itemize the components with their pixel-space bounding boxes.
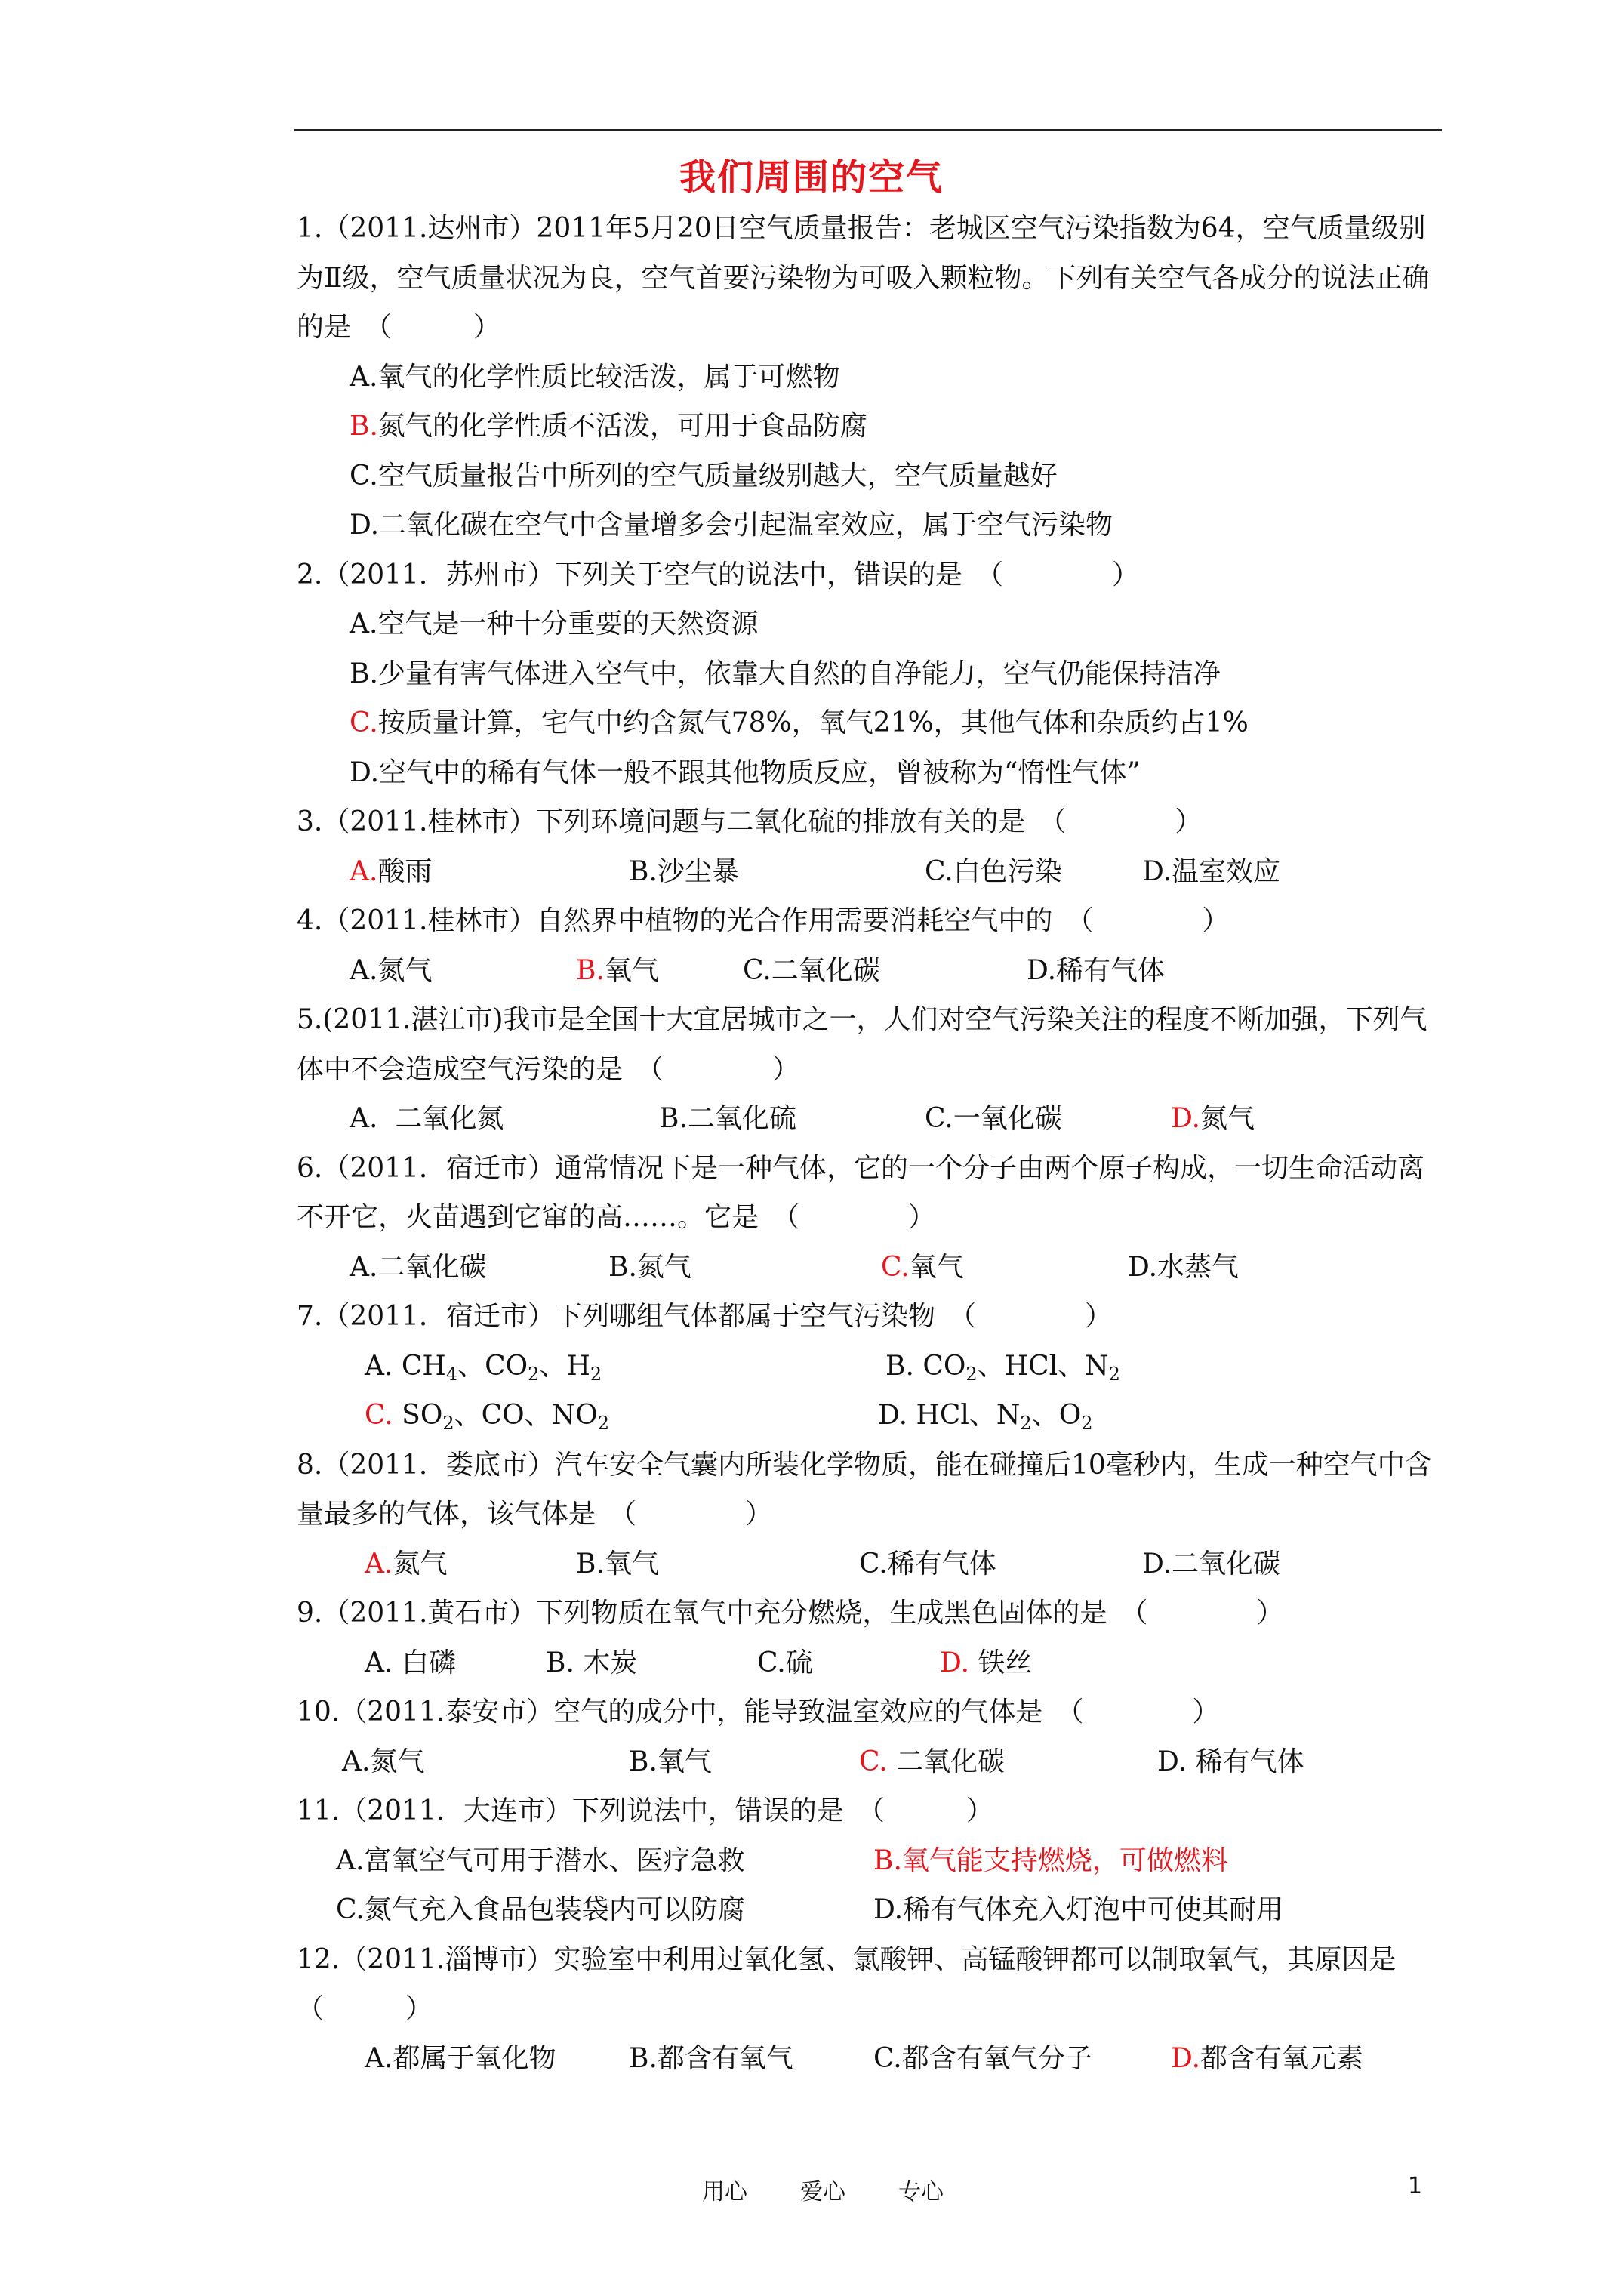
question-7-stem: 7.（2011．宿迁市）下列哪组气体都属于空气污染物 （ ） bbox=[297, 1301, 1112, 1332]
question-7-option-b: B. $CO_2$、HCl、$N_2$ bbox=[885, 1350, 1120, 1385]
correct-answer-mark: A. bbox=[365, 1548, 393, 1579]
footer-motto-1: 用心 bbox=[702, 2179, 747, 2205]
question-5-stem: 5.(2011.湛江市)我市是全国十大宜居城市之一，人们对空气污染关注的程度不断加强，下列气体中不会造成空气污染的是 （ ） bbox=[297, 1004, 1427, 1085]
page-number: 1 bbox=[1408, 2173, 1423, 2199]
correct-answer-mark: D. bbox=[1171, 1103, 1201, 1134]
question-1-option-c: C.空气质量报告中所列的空气质量级别越大，空气质量越好 bbox=[350, 460, 1058, 492]
question-8-options: A.氮气 B.氧气 C.稀有气体 D.二氧化碳 bbox=[365, 1548, 1281, 1579]
question-2-option-d: D.空气中的稀有气体一般不跟其他物质反应，曾被称为“惰性气体” bbox=[350, 757, 1141, 788]
question-5-options: A. 二氧化氮 B.二氧化硫 C.一氧化碳 D.氮气 bbox=[350, 1103, 1255, 1134]
question-1-option-b: B.氮气的化学性质不活泼，可用于食品防腐 bbox=[350, 411, 867, 442]
question-4-stem: 4.（2011.桂林市）自然界中植物的光合作用需要消耗空气中的 （ ） bbox=[297, 905, 1230, 936]
question-10-stem: 10.（2011.泰安市）空气的成分中，能导致温室效应的气体是 （ ） bbox=[297, 1697, 1220, 1727]
question-7-option-a: A. $CH_4$、$CO_2$、$H_2$ bbox=[365, 1350, 602, 1385]
question-2-option-b: B.少量有害气体进入空气中，依靠大自然的自净能力，空气仍能保持洁净 bbox=[350, 658, 1221, 689]
question-2-option-c: C.按质量计算，宅气中约含氮气78%，氧气21%，其他气体和杂质约占1% bbox=[350, 707, 1249, 738]
question-6-stem: 6.（2011．宿迁市）通常情况下是一种气体，它的一个分子由两个原子构成，一切生命活动离不开它，火苗遇到它窜的高……。它是 （ ） bbox=[297, 1152, 1424, 1233]
question-1-option-a: A.氧气的化学性质比较活泼，属于可燃物 bbox=[350, 361, 840, 393]
question-2-option-a: A.空气是一种十分重要的天然资源 bbox=[350, 609, 759, 639]
question-7-option-c: C. $SO_2$、CO、$NO_2$ bbox=[365, 1400, 609, 1434]
question-1-option-d: D.二氧化碳在空气中含量增多会引起温室效应，属于空气污染物 bbox=[350, 510, 1113, 541]
correct-answer-mark: B.氧气能支持燃烧，可做燃料 bbox=[873, 1845, 1228, 1876]
correct-answer-mark: C. bbox=[350, 707, 378, 738]
correct-answer-mark: B. bbox=[350, 411, 378, 442]
page-title: 我们周围的空气 bbox=[679, 156, 944, 199]
question-12-stem: 12.（2011.淄博市）实验室中利用过氧化氢、氯酸钾、高锰酸钾都可以制取氧气，其原因是 （ ） bbox=[297, 1943, 1424, 2024]
correct-answer-mark: C. bbox=[881, 1251, 910, 1283]
question-6-options: A.二氧化碳 B.氮气 C.氧气 D.水蒸气 bbox=[350, 1251, 1240, 1283]
question-7-options-row-1 bbox=[297, 1342, 1448, 1391]
correct-answer-mark: D. bbox=[940, 1647, 970, 1678]
question-9-options: A. 白磷 B. 木炭 C.硫 D. 铁丝 bbox=[365, 1647, 1033, 1678]
header-rule bbox=[294, 129, 1442, 131]
question-1-stem: 1.（2011.达州市）2011年5月20日空气质量报告：老城区空气污染指数为64，空气质量级别为Ⅱ级，空气质量状况为良，空气首要污染物为可吸入颗粒物。下列有关空气各成分的说法正确的是 （ ） bbox=[297, 213, 1430, 343]
question-list bbox=[297, 204, 1448, 2083]
question-9-stem: 9.（2011.黄石市）下列物质在氧气中充分燃烧，生成黑色固体的是 （ ） bbox=[297, 1598, 1284, 1629]
correct-answer-mark: B. bbox=[576, 954, 605, 986]
correct-answer-mark: D. bbox=[1171, 2042, 1201, 2074]
correct-answer-mark: C. bbox=[859, 1746, 888, 1777]
question-10-options: A.氮气 B.氧气 C. 二氧化碳 D. 稀有气体 bbox=[342, 1746, 1304, 1777]
question-4-options: A.氮气 B.氧气 C.二氧化碳 D.稀有气体 bbox=[350, 954, 1166, 986]
correct-answer-mark: A. bbox=[350, 855, 378, 887]
question-7-options-row-2 bbox=[297, 1391, 1448, 1441]
correct-answer-mark: C. bbox=[365, 1400, 393, 1431]
question-11-options-row-1: A.富氧空气可用于潜水、医疗急救 B.氧气能支持燃烧，可做燃料 bbox=[297, 1836, 1448, 1886]
question-12-options: A.都属于氧化物 B.都含有氧气 C.都含有氧气分子 D.都含有氧元素 bbox=[365, 2042, 1364, 2074]
question-3-options: A.酸雨 B.沙尘暴 C.白色污染 D.温室效应 bbox=[350, 855, 1281, 887]
question-7-option-d: D. HCl、$N_2$、$O_2$ bbox=[878, 1400, 1093, 1434]
question-3-stem: 3.（2011.桂林市）下列环境问题与二氧化硫的排放有关的是 （ ） bbox=[297, 806, 1203, 837]
question-11-options-row-2: C.氮气充入食品包装袋内可以防腐 D.稀有气体充入灯泡中可使其耐用 bbox=[336, 1894, 1284, 1925]
footer-motto-3: 专心 bbox=[898, 2179, 944, 2205]
question-2-stem: 2.（2011．苏州市）下列关于空气的说法中，错误的是 （ ） bbox=[297, 559, 1139, 590]
question-11-stem: 11.（2011．大连市）下列说法中，错误的是 （ ） bbox=[297, 1795, 993, 1826]
question-8-stem: 8.（2011．娄底市）汽车安全气囊内所装化学物质，能在碰撞后10毫秒内，生成一种空气中含量最多的气体，该气体是 （ ） bbox=[297, 1449, 1432, 1530]
footer-motto-2: 爱心 bbox=[800, 2179, 845, 2205]
